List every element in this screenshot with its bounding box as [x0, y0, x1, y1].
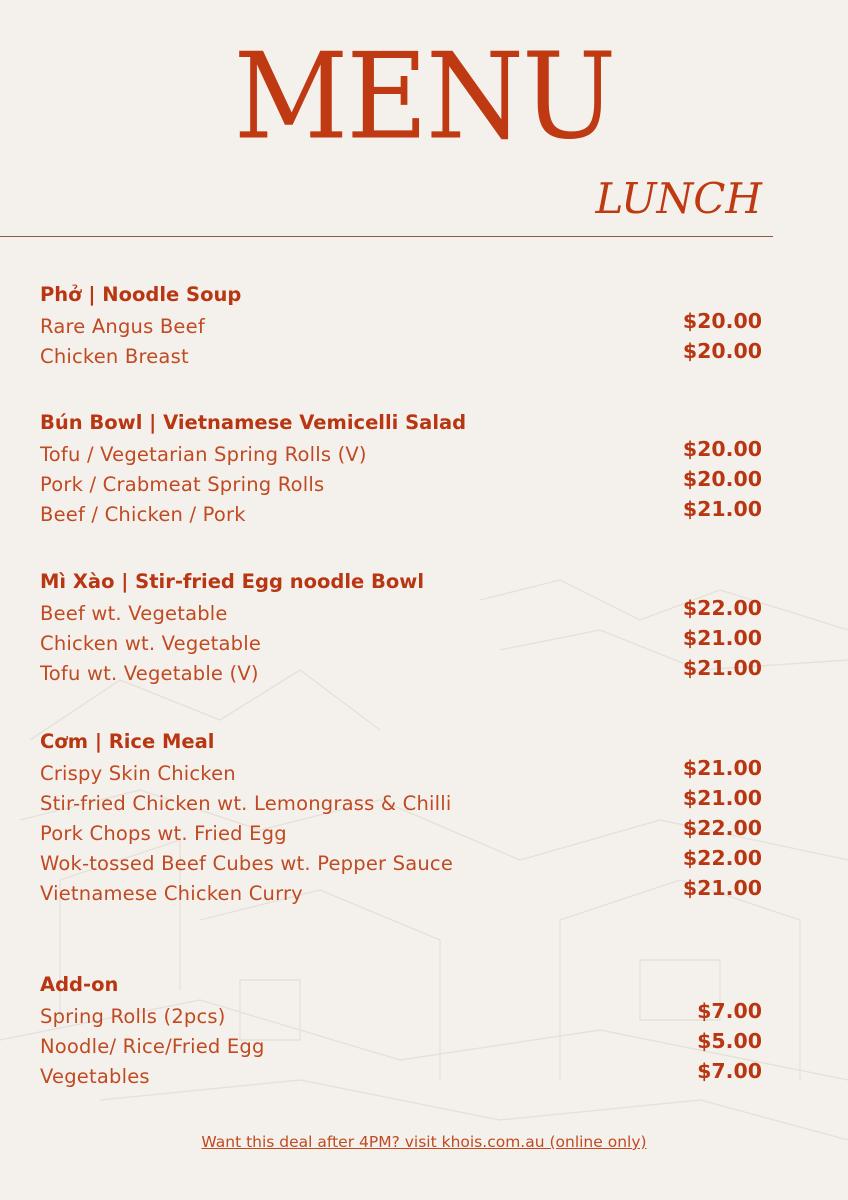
header-divider — [0, 236, 773, 237]
item-price: $22.00 — [682, 596, 762, 620]
item-price: $21.00 — [682, 626, 762, 650]
menu-subtitle: LUNCH — [595, 174, 762, 223]
item-name: Vietnamese Chicken Curry — [40, 882, 303, 905]
item-name: Wok-tossed Beef Cubes wt. Pepper Sauce — [40, 852, 454, 875]
menu-item — [40, 1029, 762, 1062]
item-price: $22.00 — [682, 816, 762, 840]
footer-link[interactable]: Want this deal after 4PM? visit khois.com.au (online only) — [201, 1133, 647, 1151]
menu-item — [40, 467, 762, 500]
item-name: Crispy Skin Chicken — [40, 762, 236, 785]
item-name: Beef wt. Vegetable — [40, 602, 228, 625]
section-pho — [40, 280, 762, 372]
section-bun-bowl — [40, 408, 762, 530]
item-name: Chicken Breast — [40, 345, 189, 368]
item-name: Vegetables — [40, 1065, 150, 1088]
menu-item — [40, 309, 762, 342]
section-com — [40, 727, 762, 909]
item-price: $7.00 — [697, 1059, 762, 1083]
section-heading: Bún Bowl | Vietnamese Vemicelli Salad — [40, 411, 467, 434]
menu-item — [40, 1059, 762, 1092]
menu-item — [40, 656, 762, 689]
section-heading: Phở | Noodle Soup — [40, 283, 242, 306]
menu-item — [40, 339, 762, 372]
item-price: $21.00 — [682, 756, 762, 780]
menu-item — [40, 756, 762, 789]
item-name: Tofu / Vegetarian Spring Rolls (V) — [40, 443, 367, 466]
item-name: Noodle/ Rice/Fried Egg — [40, 1035, 265, 1058]
menu-item — [40, 786, 762, 819]
item-name: Chicken wt. Vegetable — [40, 632, 262, 655]
menu-item — [40, 999, 762, 1032]
menu-item — [40, 626, 762, 659]
item-price: $21.00 — [682, 497, 762, 521]
section-heading: Mì Xào | Stir-fried Egg noodle Bowl — [40, 570, 425, 593]
item-price: $20.00 — [682, 339, 762, 363]
item-price: $21.00 — [682, 786, 762, 810]
section-add-on — [40, 970, 762, 1092]
menu-item — [40, 876, 762, 909]
item-name: Rare Angus Beef — [40, 315, 205, 338]
item-price: $22.00 — [682, 846, 762, 870]
item-name: Pork Chops wt. Fried Egg — [40, 822, 287, 845]
item-price: $21.00 — [682, 876, 762, 900]
item-name: Stir-fried Chicken wt. Lemongrass & Chilli — [40, 792, 452, 815]
item-price: $7.00 — [697, 999, 762, 1023]
item-price: $5.00 — [697, 1029, 762, 1053]
section-heading: Add-on — [40, 973, 119, 996]
section-mi-xao — [40, 567, 762, 689]
item-price: $21.00 — [682, 656, 762, 680]
item-name: Spring Rolls (2pcs) — [40, 1005, 226, 1028]
item-name: Pork / Crabmeat Spring Rolls — [40, 473, 325, 496]
item-price: $20.00 — [682, 437, 762, 461]
item-name: Beef / Chicken / Pork — [40, 503, 246, 526]
menu-item — [40, 497, 762, 530]
menu-item — [40, 596, 762, 629]
section-heading: Cơm | Rice Meal — [40, 730, 215, 753]
menu-title: MENU — [233, 28, 615, 167]
menu-item — [40, 816, 762, 849]
item-price: $20.00 — [682, 309, 762, 333]
item-name: Tofu wt. Vegetable (V) — [40, 662, 259, 685]
menu-item — [40, 846, 762, 879]
menu-item — [40, 437, 762, 470]
item-price: $20.00 — [682, 467, 762, 491]
